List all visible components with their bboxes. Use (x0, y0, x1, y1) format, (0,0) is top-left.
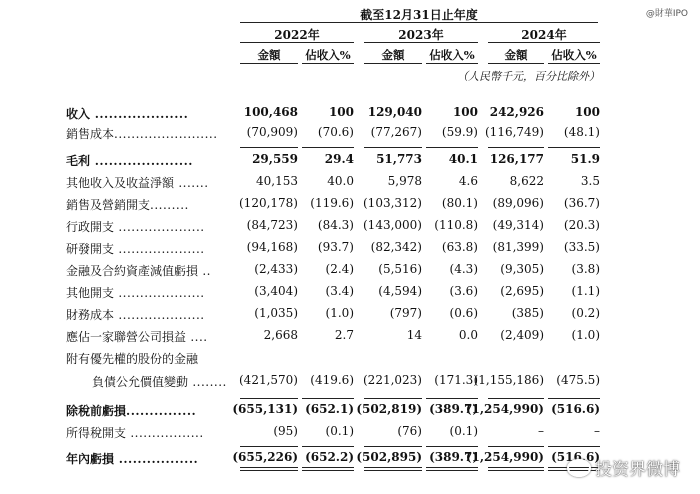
cell-value: (516.6) (551, 402, 600, 416)
cell-value: 100 (574, 105, 600, 119)
sub-rule (426, 398, 478, 399)
unit-note: （人民幣千元，百分比除外） (457, 70, 600, 83)
row-label (66, 240, 205, 257)
cell-value: (0.1) (449, 424, 478, 438)
row-label-text: 毛利 (66, 154, 91, 168)
row-label (92, 373, 227, 390)
total-rule (488, 467, 544, 471)
row-leader-dots: .................... (90, 107, 189, 121)
row-label (66, 424, 204, 441)
sub-rule (488, 147, 544, 148)
sub-rule (426, 446, 478, 447)
table-row (0, 105, 700, 127)
sub-rule (548, 446, 600, 447)
table-row (0, 125, 700, 147)
cell-value: (84,723) (246, 218, 298, 232)
cell-value: (171.3) (434, 373, 478, 387)
total-rule (426, 467, 478, 471)
cell-value: (3.6) (449, 284, 478, 298)
cell-value: (116,749) (485, 125, 544, 139)
cell-value: 14 (406, 328, 422, 342)
row-leader-dots: .. (198, 264, 211, 278)
weibo-logo-icon (567, 459, 591, 477)
row-label-text: 除稅前虧損 (66, 404, 127, 418)
row-label-text: 銷售及營銷開支 (66, 198, 151, 212)
cell-value: (84.3) (317, 218, 354, 232)
sub-rule (240, 147, 298, 148)
row-label-text: 研發開支 (66, 242, 115, 256)
row-label-text: 銷售成本 (66, 127, 115, 141)
row-label-text: 金融及合約資產減值虧損 (66, 264, 199, 278)
sub-rule (364, 147, 422, 148)
cell-value: (89,096) (492, 196, 544, 210)
colh-rule (240, 63, 298, 64)
total-rule (364, 467, 422, 471)
cell-value: (9,305) (500, 262, 544, 276)
cell-value: (48.1) (563, 125, 600, 139)
cell-value: 3.5 (580, 174, 600, 188)
row-label (66, 306, 205, 323)
cell-value: (5,516) (378, 262, 422, 276)
year-rule (240, 42, 354, 43)
col-amount-2022: 金額 (257, 48, 281, 62)
table-row (0, 174, 700, 196)
row-label (66, 262, 211, 279)
cell-value: (652.2) (305, 450, 354, 464)
cell-value: 40.1 (448, 152, 478, 166)
cell-value: (797) (389, 306, 422, 320)
row-leader-dots: .................... (114, 242, 205, 256)
watermark-top: @財華IPO (645, 9, 688, 19)
table-row (0, 306, 700, 328)
sub-rule (548, 147, 600, 148)
row-label (66, 196, 189, 213)
cell-value: (3.8) (571, 262, 600, 276)
cell-value: (120,178) (239, 196, 298, 210)
cell-value: 126,177 (489, 152, 544, 166)
cell-value: (652.1) (305, 402, 354, 416)
cell-value: 51,773 (376, 152, 422, 166)
cell-value: – (594, 424, 600, 438)
cell-value: (1,155,186) (473, 373, 544, 387)
cell-value: (502,819) (356, 402, 422, 416)
cell-value: (77,267) (370, 125, 422, 139)
year-2022: 2022年 (274, 28, 320, 42)
row-leader-dots: .... (186, 330, 208, 344)
sub-rule (426, 147, 478, 148)
row-label-text: 其他開支 (66, 286, 115, 300)
header-rule (240, 22, 598, 23)
sub-rule (302, 446, 354, 447)
row-label (66, 402, 196, 419)
cell-value: (655,226) (232, 450, 298, 464)
row-leader-dots: ..................... (90, 154, 193, 168)
cell-value: (4.3) (449, 262, 478, 276)
cell-value: (475.5) (556, 373, 600, 387)
row-label (66, 105, 188, 122)
cell-value: (385) (511, 306, 544, 320)
cell-value: (59.9) (441, 125, 478, 139)
col-pct-2023: 佔收入% (429, 48, 475, 62)
cell-value: 8,622 (509, 174, 544, 188)
cell-value: (1,254,990) (465, 402, 544, 416)
cell-value: 51.9 (570, 152, 600, 166)
row-label-text: 應佔一家聯營公司損益 (66, 330, 187, 344)
cell-value: (70.6) (317, 125, 354, 139)
sub-rule (488, 446, 544, 447)
cell-value: (119.6) (310, 196, 354, 210)
cell-value: (0.6) (449, 306, 478, 320)
cell-value: (82,342) (370, 240, 422, 254)
cell-value: (389.7) (429, 450, 478, 464)
row-leader-dots: ............... (126, 404, 197, 418)
cell-value: (2,695) (500, 284, 544, 298)
row-label (66, 450, 198, 467)
table-row (0, 284, 700, 306)
total-rule (302, 467, 354, 471)
row-label-text: 財務成本 (66, 308, 115, 322)
sub-rule (240, 398, 298, 399)
row-leader-dots: .................... (114, 220, 205, 234)
total-rule (240, 467, 298, 471)
cell-value: 242,926 (489, 105, 544, 119)
cell-value: 0.0 (458, 328, 478, 342)
row-leader-dots: ....... (174, 176, 209, 190)
table-row (0, 328, 700, 350)
cell-value: 2.7 (334, 328, 354, 342)
row-leader-dots: ........ (188, 375, 227, 389)
cell-value: 40,153 (256, 174, 298, 188)
row-label (66, 350, 198, 367)
year-rule (488, 42, 600, 43)
row-label (66, 328, 208, 345)
table-row (0, 402, 700, 424)
cell-value: (93.7) (317, 240, 354, 254)
row-label-text: 行政開支 (66, 220, 115, 234)
sub-rule (488, 398, 544, 399)
cell-value: (502,895) (356, 450, 422, 464)
colh-rule (426, 63, 478, 64)
cell-value: (2.4) (325, 262, 354, 276)
cell-value: (389.7) (429, 402, 478, 416)
cell-value: (3.4) (325, 284, 354, 298)
sub-rule (240, 446, 298, 447)
period-header: 截至12月31日止年度 (360, 8, 478, 22)
watermark-bottom (567, 455, 680, 480)
cell-value: (63.8) (441, 240, 478, 254)
row-label-text: 附有優先權的股份的金融 (66, 352, 199, 366)
row-leader-dots: ........................ (114, 127, 218, 141)
cell-value: 4.6 (458, 174, 478, 188)
cell-value: (1,035) (254, 306, 298, 320)
year-rule (364, 42, 478, 43)
row-leader-dots: .................... (114, 308, 205, 322)
table-row (0, 350, 700, 372)
cell-value: (0.1) (325, 424, 354, 438)
row-label (66, 152, 193, 169)
table-row (0, 424, 700, 446)
cell-value: 100 (452, 105, 478, 119)
colh-rule (364, 63, 422, 64)
cell-value: 129,040 (367, 105, 422, 119)
colh-rule (302, 63, 354, 64)
watermark-bottom-text: 投资界微博 (595, 460, 680, 480)
col-pct-2024: 佔收入% (551, 48, 597, 62)
cell-value: (0.2) (571, 306, 600, 320)
row-label (66, 174, 209, 191)
cell-value: (103,312) (363, 196, 422, 210)
cell-value: (94,168) (246, 240, 298, 254)
row-label-text: 收入 (66, 107, 91, 121)
col-amount-2024: 金額 (504, 48, 528, 62)
row-label-text: 負債公允價值變動 (92, 375, 189, 389)
cell-value: (95) (273, 424, 298, 438)
cell-value: (1.0) (325, 306, 354, 320)
table-row (0, 152, 700, 174)
cell-value: 100,468 (243, 105, 298, 119)
year-2023: 2023年 (398, 28, 444, 42)
year-2024: 2024年 (521, 28, 567, 42)
row-leader-dots: ......... (150, 198, 189, 212)
row-label (66, 125, 218, 142)
cell-value: (33.5) (563, 240, 600, 254)
colh-rule (548, 63, 600, 64)
cell-value: (1.1) (571, 284, 600, 298)
cell-value: (419.6) (310, 373, 354, 387)
cell-value: (3,404) (254, 284, 298, 298)
cell-value: (49,314) (492, 218, 544, 232)
sub-rule (364, 446, 422, 447)
cell-value: (36.7) (563, 196, 600, 210)
cell-value: 29,559 (252, 152, 298, 166)
cell-value: (221,023) (363, 373, 422, 387)
cell-value: (1,254,990) (465, 450, 544, 464)
table-row (0, 240, 700, 262)
col-pct-2022: 佔收入% (305, 48, 351, 62)
table-row (0, 218, 700, 240)
cell-value: (70,909) (246, 125, 298, 139)
row-leader-dots: ................. (114, 452, 199, 466)
cell-value: 100 (328, 105, 354, 119)
col-amount-2023: 金額 (381, 48, 405, 62)
cell-value: 29.4 (324, 152, 354, 166)
cell-value: (1.0) (571, 328, 600, 342)
row-label-text: 其他收入及收益淨額 (66, 176, 175, 190)
cell-value: 2,668 (263, 328, 298, 342)
sub-rule (364, 398, 422, 399)
sub-rule (302, 147, 354, 148)
table-row (0, 196, 700, 218)
cell-value: (110.8) (434, 218, 478, 232)
cell-value: (2,409) (500, 328, 544, 342)
cell-value: (4,594) (378, 284, 422, 298)
table-row (0, 373, 700, 395)
table-row (0, 262, 700, 284)
cell-value: (81,399) (492, 240, 544, 254)
row-label (66, 218, 205, 235)
sub-rule (548, 398, 600, 399)
cell-value: – (538, 424, 544, 438)
row-label-text: 所得稅開支 (66, 426, 127, 440)
row-leader-dots: .................... (114, 286, 205, 300)
sub-rule (302, 398, 354, 399)
cell-value: (655,131) (232, 402, 298, 416)
cell-value: (143,000) (363, 218, 422, 232)
row-label-text: 年內虧損 (66, 452, 115, 466)
cell-value: 5,978 (387, 174, 422, 188)
cell-value: (76) (397, 424, 422, 438)
cell-value: (80.1) (441, 196, 478, 210)
cell-value: (2,433) (254, 262, 298, 276)
row-leader-dots: ................. (126, 426, 204, 440)
cell-value: 40.0 (327, 174, 354, 188)
colh-rule (488, 63, 544, 64)
cell-value: (516.6) (551, 450, 600, 464)
cell-value: (421,570) (239, 373, 298, 387)
row-label (66, 284, 205, 301)
cell-value: (20.3) (563, 218, 600, 232)
